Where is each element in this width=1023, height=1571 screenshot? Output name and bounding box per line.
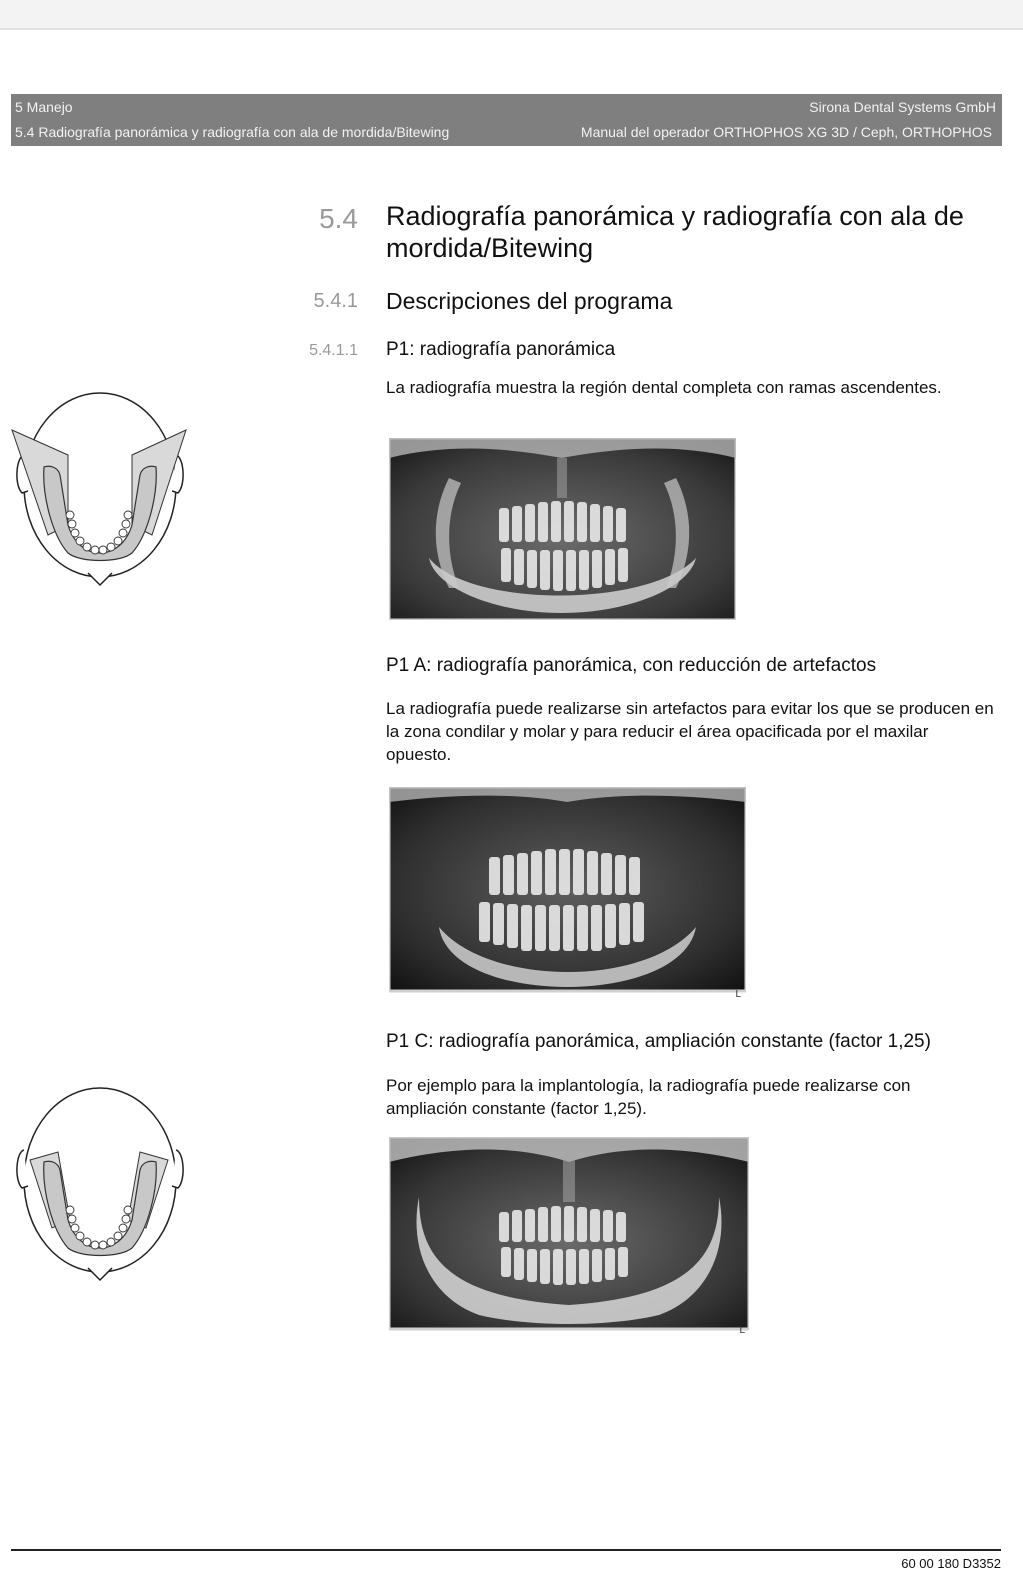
viewer-top-bar	[0, 0, 1023, 30]
p1-description: La radiografía muestra la región dental completa con ramas ascendentes.	[386, 378, 942, 397]
header-company: Sirona Dental Systems GmbH	[809, 99, 996, 115]
footer-rule	[11, 1549, 1001, 1551]
section-title: Radiografía panorámica y radiografía con ala de mordida/Bitewing	[386, 201, 964, 263]
panoramic-xray-p1a	[389, 787, 746, 999]
subsection-title: Descripciones del programa	[386, 288, 673, 314]
section-number: 5.4	[319, 203, 358, 234]
head-projection-diagram-p1	[8, 375, 190, 590]
head-projection-diagram-p1c	[8, 1070, 190, 1285]
p1c-title: P1 C: radiografía panorámica, ampliación constante (factor 1,25)	[386, 1031, 931, 1052]
footer-doc-code: 60 00 180 D3352	[901, 1556, 1001, 1571]
header-chapter: 5 Manejo	[15, 99, 73, 115]
p1a-title: P1 A: radiografía panorámica, con reducción de artefactos	[386, 655, 877, 676]
xray-side-marker: L	[735, 989, 741, 999]
xray-side-marker: L	[739, 1325, 745, 1335]
panoramic-xray-p1	[389, 438, 736, 620]
subsection-number: 5.4.1	[313, 290, 358, 312]
page-header	[11, 94, 1002, 146]
header-section: 5.4 Radiografía panorámica y radiografía con ala de mordida/Bitewing	[15, 124, 450, 140]
subsubsection-title: P1: radiografía panorámica	[386, 339, 616, 360]
p1a-description: La radiografía puede realizarse sin artefactos para evitar los que se producen en la zona condilar y molar y para reducir el área opacificada por el maxilar opuesto.	[386, 699, 994, 764]
header-manual: Manual del operador ORTHOPHOS XG 3D / Ceph, ORTHOPHOS	[580, 124, 992, 140]
subsubsection-number: 5.4.1.1	[309, 342, 358, 359]
p1c-description: Por ejemplo para la implantología, la radiografía puede realizarse con ampliación constante (factor 1,25).	[386, 1076, 911, 1118]
panoramic-xray-p1c	[389, 1137, 749, 1335]
